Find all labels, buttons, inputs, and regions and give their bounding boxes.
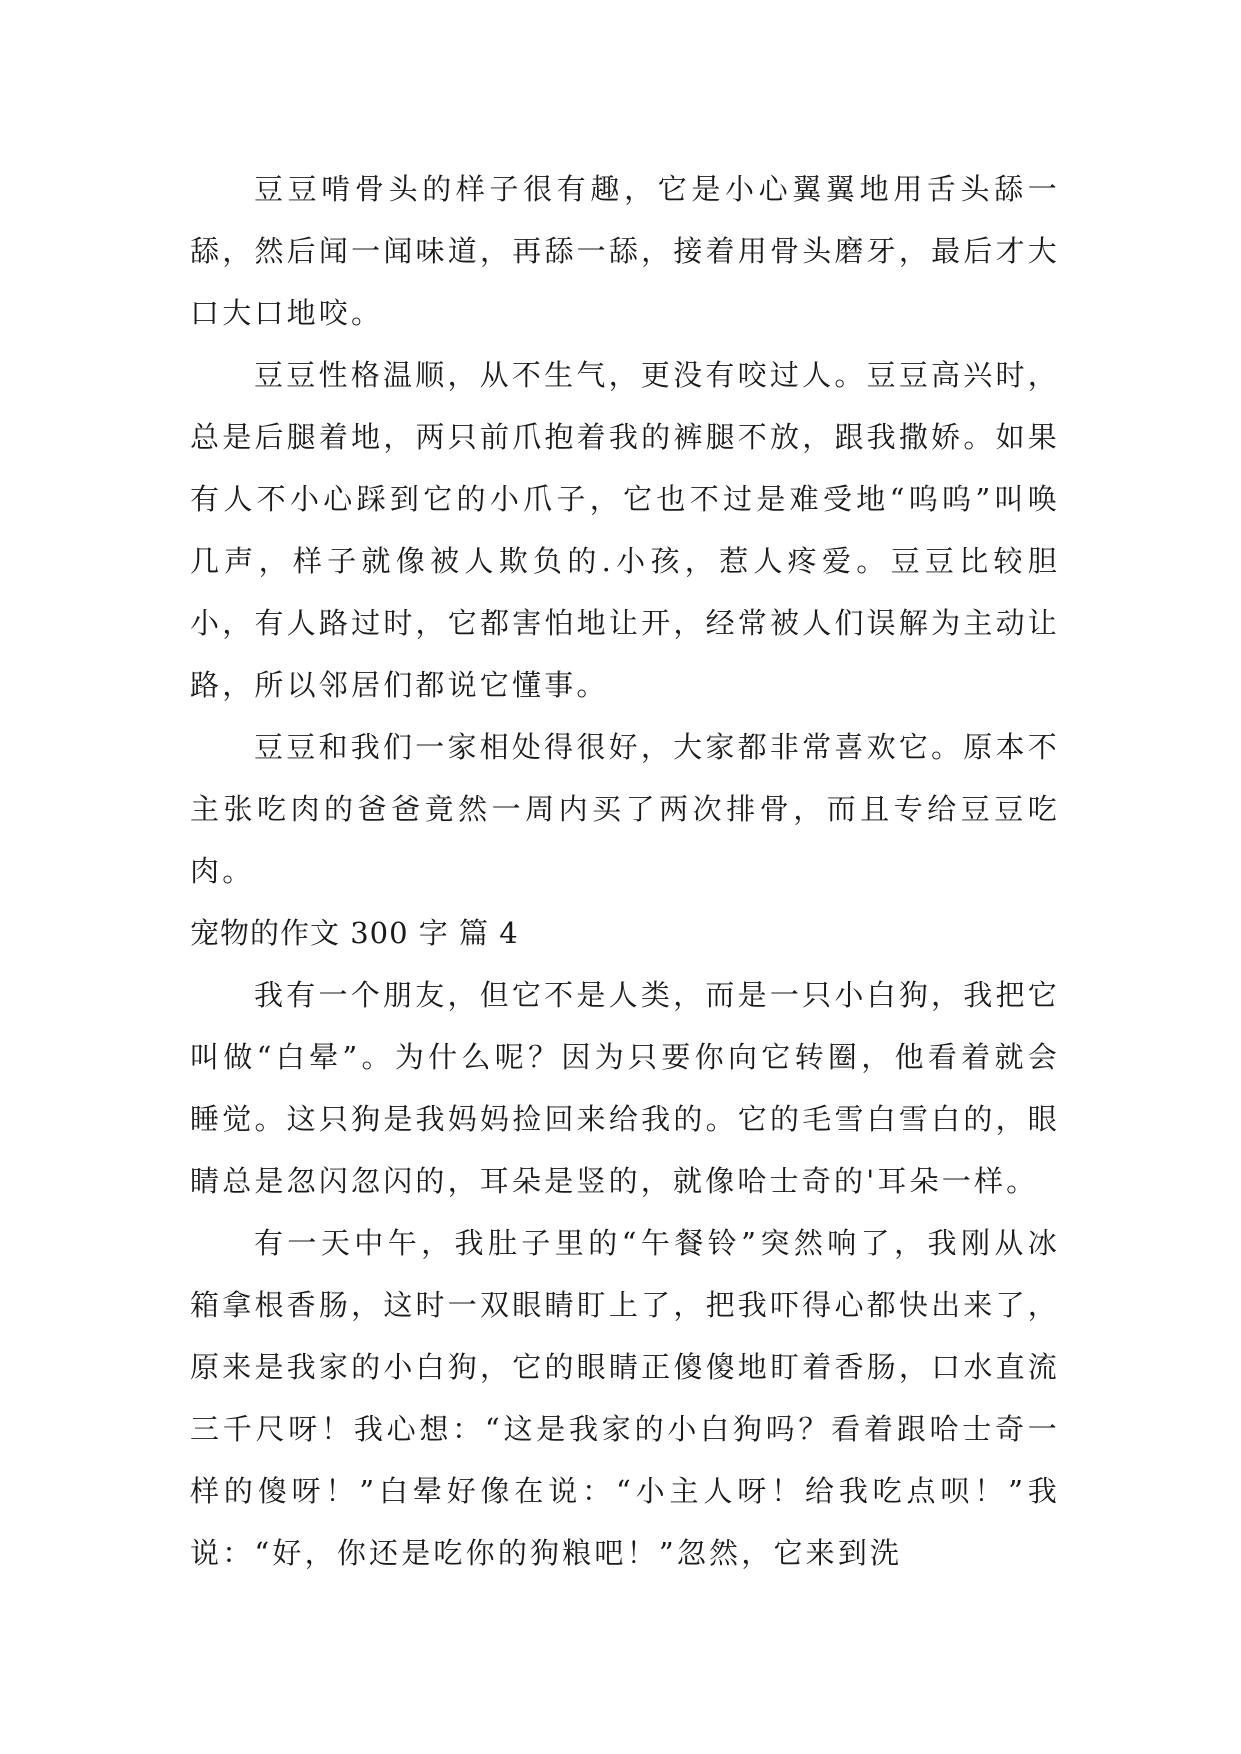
paragraph-bone-chewing: 豆豆啃骨头的样子很有趣，它是小心翼翼地用舌头舔一舔，然后闻一闻味道，再舔一舔，接着用骨头磨牙，最后才大口大口地咬。 bbox=[190, 172, 1060, 330]
paragraph-family: 豆豆和我们一家相处得很好，大家都非常喜欢它。原本不主张吃肉的爸爸竟然一周内买了两次排骨，而且专给豆豆吃肉。 bbox=[190, 730, 1060, 888]
document-body bbox=[190, 158, 1060, 1584]
section-heading: 宠物的作文 300 字 篇 4 bbox=[190, 916, 519, 950]
paragraph-sausage: 有一天中午，我肚子里的“午餐铃”突然响了，我刚从冰箱拿根香肠，这时一双眼睛盯上了，把我吓得心都快出来了，原来是我家的小白狗，它的眼睛正傻傻地盯着香肠，口水直流三千尺呀！我心想：“这是我家的小白狗吗？看着跟哈士奇一样的傻呀！”白晕好像在说：“小主人呀！给我吃点呗！”我说：“好，你还是吃你的狗粮吧！”忽然，它来到洗 bbox=[190, 1226, 1060, 1570]
paragraph-white-dog: 我有一个朋友，但它不是人类，而是一只小白狗，我把它叫做“白晕”。为什么呢？因为只要你向它转圈，他看着就会睡觉。这只狗是我妈妈捡回来给我的。它的毛雪白雪白的，眼睛总是忽闪忽闪的，耳朵是竖的，就像哈士奇的'耳朵一样。 bbox=[190, 978, 1060, 1198]
paragraph-temperament: 豆豆性格温顺，从不生气，更没有咬过人。豆豆高兴时，总是后腿着地，两只前爪抱着我的裤腿不放，跟我撒娇。如果有人不小心踩到它的小爪子，它也不过是难受地“呜呜”叫唤几声，样子就像被人欺负的.小孩，惹人疼爱。豆豆比较胆小，有人路过时，它都害怕地让开，经常被人们误解为主动让路，所以邻居们都说它懂事。 bbox=[190, 358, 1060, 702]
